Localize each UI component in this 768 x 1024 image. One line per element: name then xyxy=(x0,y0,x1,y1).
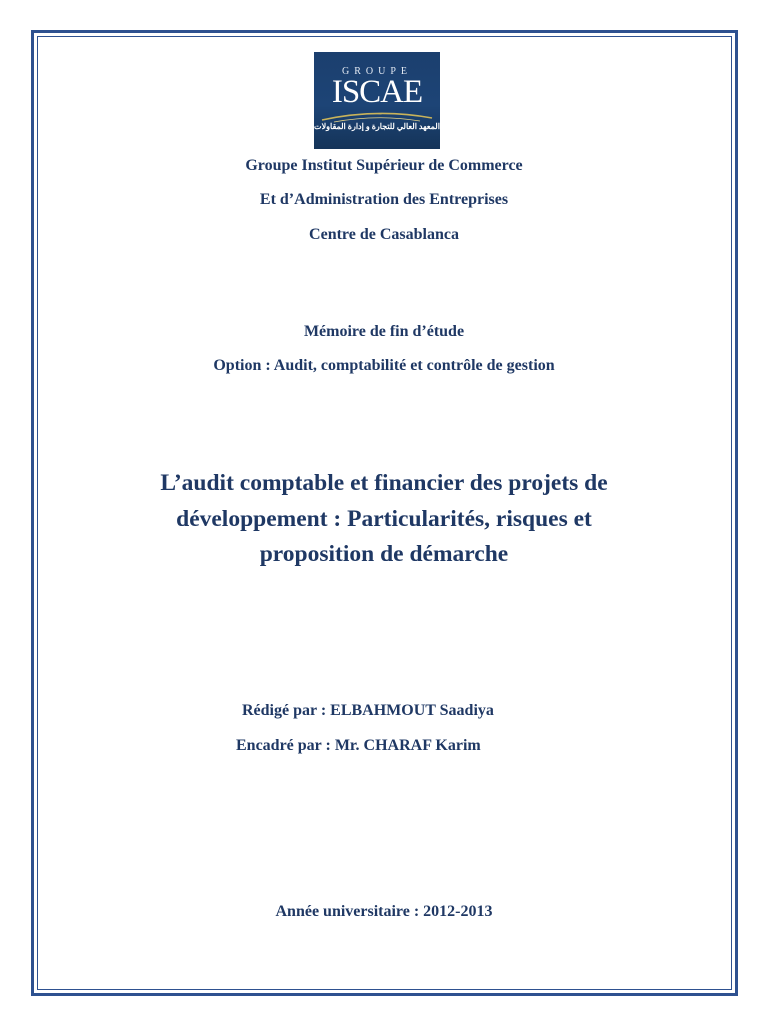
academic-year: Année universitaire : 2012-2013 xyxy=(275,903,493,920)
institution-line-2: Et d’Administration des Entreprises xyxy=(259,191,509,208)
memoir-option: Option : Audit, comptabilité et contrôle de gestion xyxy=(213,357,555,374)
logo-groupe-text: GROUPE xyxy=(341,66,412,77)
author-written-by: Rédigé par : ELBAHMOUT Saadiya xyxy=(242,702,494,719)
author-supervised-by: Encadré par : Mr. CHARAF Karim xyxy=(236,737,481,754)
thesis-title-line-1: L’audit comptable et financier des projets de xyxy=(160,470,608,496)
thesis-title-line-2: développement : Particularités, risques et xyxy=(176,506,592,532)
logo-name-text: ISCAE xyxy=(331,74,423,110)
iscae-logo xyxy=(314,52,440,149)
memoir-type: Mémoire de fin d’étude xyxy=(303,323,465,340)
thesis-title-line-3: proposition de démarche xyxy=(259,541,509,567)
institution-line-3: Centre de Casablanca xyxy=(309,226,459,243)
institution-line-1: Groupe Institut Supérieur de Commerce xyxy=(245,157,523,174)
logo-arabic-text: المعهد العالي للتجارة و إدارة المقاولات xyxy=(314,122,440,131)
